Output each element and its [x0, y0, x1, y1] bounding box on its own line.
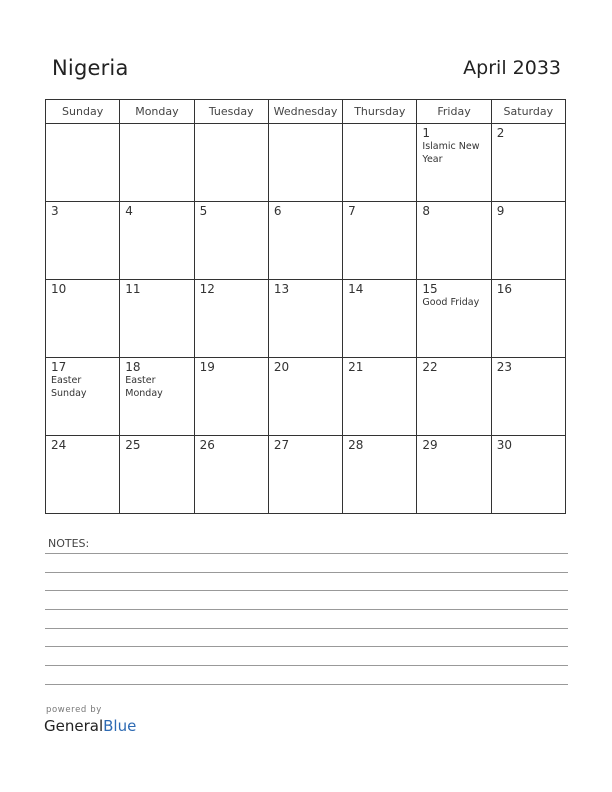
notes-line — [45, 684, 568, 685]
day-number: 9 — [496, 204, 505, 218]
day-cell — [417, 358, 491, 436]
day-number: 13 — [273, 282, 290, 296]
day-number: 2 — [496, 126, 505, 140]
weekday-saturday: Saturday — [491, 100, 565, 124]
day-number: 18 — [125, 360, 141, 374]
day-cell — [343, 202, 417, 280]
day-cell — [417, 202, 491, 280]
day-cell — [491, 436, 565, 514]
day-number: 12 — [199, 282, 215, 296]
day-number: 1 — [422, 126, 431, 140]
weekday-header-row — [46, 100, 566, 124]
week-row — [46, 124, 566, 202]
day-number: 26 — [199, 438, 215, 452]
weekday-thursday: Thursday — [343, 100, 417, 124]
day-number: 27 — [273, 438, 290, 452]
notes-line — [45, 609, 568, 610]
day-cell — [343, 436, 417, 514]
notes-line — [45, 665, 568, 666]
day-number: 8 — [422, 204, 431, 218]
day-cell — [491, 280, 565, 358]
day-number: 17 — [51, 360, 67, 374]
brand-blue: Blue — [103, 717, 137, 735]
holiday-label: Easter Monday — [125, 375, 163, 399]
notes-line — [45, 553, 568, 554]
holiday-label: Good Friday — [422, 297, 480, 308]
weekday-monday: Monday — [120, 100, 194, 124]
day-cell — [491, 124, 565, 202]
day-cell — [491, 202, 565, 280]
weekday-friday: Friday — [417, 100, 491, 124]
notes-line — [45, 572, 568, 573]
powered-by-label: powered by — [46, 705, 102, 715]
country-title: Nigeria — [52, 56, 129, 80]
day-cell — [46, 280, 120, 358]
day-cell — [417, 124, 491, 202]
day-cell — [268, 358, 342, 436]
day-cell — [46, 358, 120, 436]
week-row — [46, 358, 566, 436]
day-number: 29 — [422, 438, 438, 452]
day-cell — [268, 124, 342, 202]
day-number: 25 — [125, 438, 141, 452]
day-number: 30 — [496, 438, 512, 452]
day-number: 21 — [348, 360, 364, 374]
day-cell — [491, 358, 565, 436]
weekday-sunday: Sunday — [46, 100, 120, 124]
day-cell — [194, 358, 268, 436]
notes-line — [45, 628, 568, 629]
day-cell — [46, 124, 120, 202]
day-cell — [194, 436, 268, 514]
day-cell — [343, 124, 417, 202]
day-number: 5 — [199, 204, 208, 218]
week-row — [46, 436, 566, 514]
day-cell — [417, 436, 491, 514]
day-cell — [120, 436, 194, 514]
day-number: 10 — [51, 282, 67, 296]
notes-line — [45, 590, 568, 591]
month-year-title: April 2033 — [463, 57, 561, 79]
day-cell — [268, 436, 342, 514]
day-cell — [343, 358, 417, 436]
week-row — [46, 202, 566, 280]
day-number: 24 — [51, 438, 67, 452]
day-number: 19 — [199, 360, 215, 374]
holiday-label: Islamic New Year — [422, 141, 480, 165]
day-cell — [343, 280, 417, 358]
day-number: 16 — [496, 282, 512, 296]
day-number: 14 — [348, 282, 364, 296]
calendar-grid — [45, 99, 566, 514]
day-number: 7 — [348, 204, 356, 218]
day-number: 20 — [273, 360, 290, 374]
weekday-wednesday: Wednesday — [268, 100, 342, 124]
notes-label: NOTES: — [48, 537, 90, 550]
day-cell — [46, 436, 120, 514]
day-cell — [194, 124, 268, 202]
day-cell — [120, 280, 194, 358]
weekday-tuesday: Tuesday — [194, 100, 268, 124]
day-number: 4 — [125, 204, 133, 218]
day-number: 28 — [348, 438, 364, 452]
day-number: 22 — [422, 360, 438, 374]
day-cell — [194, 280, 268, 358]
day-cell — [417, 280, 491, 358]
notes-line — [45, 646, 568, 647]
week-row — [46, 280, 566, 358]
day-cell — [194, 202, 268, 280]
day-cell — [120, 124, 194, 202]
day-number: 3 — [51, 204, 59, 218]
day-number: 11 — [125, 282, 141, 296]
day-number: 6 — [273, 204, 282, 218]
day-number: 23 — [496, 360, 512, 374]
brand-logo — [44, 717, 136, 735]
day-cell — [120, 358, 194, 436]
day-cell — [268, 202, 342, 280]
day-number: 15 — [422, 282, 438, 296]
brand-general: General — [44, 717, 104, 735]
day-cell — [268, 280, 342, 358]
holiday-label: Easter Sunday — [51, 375, 87, 399]
day-cell — [120, 202, 194, 280]
day-cell — [46, 202, 120, 280]
